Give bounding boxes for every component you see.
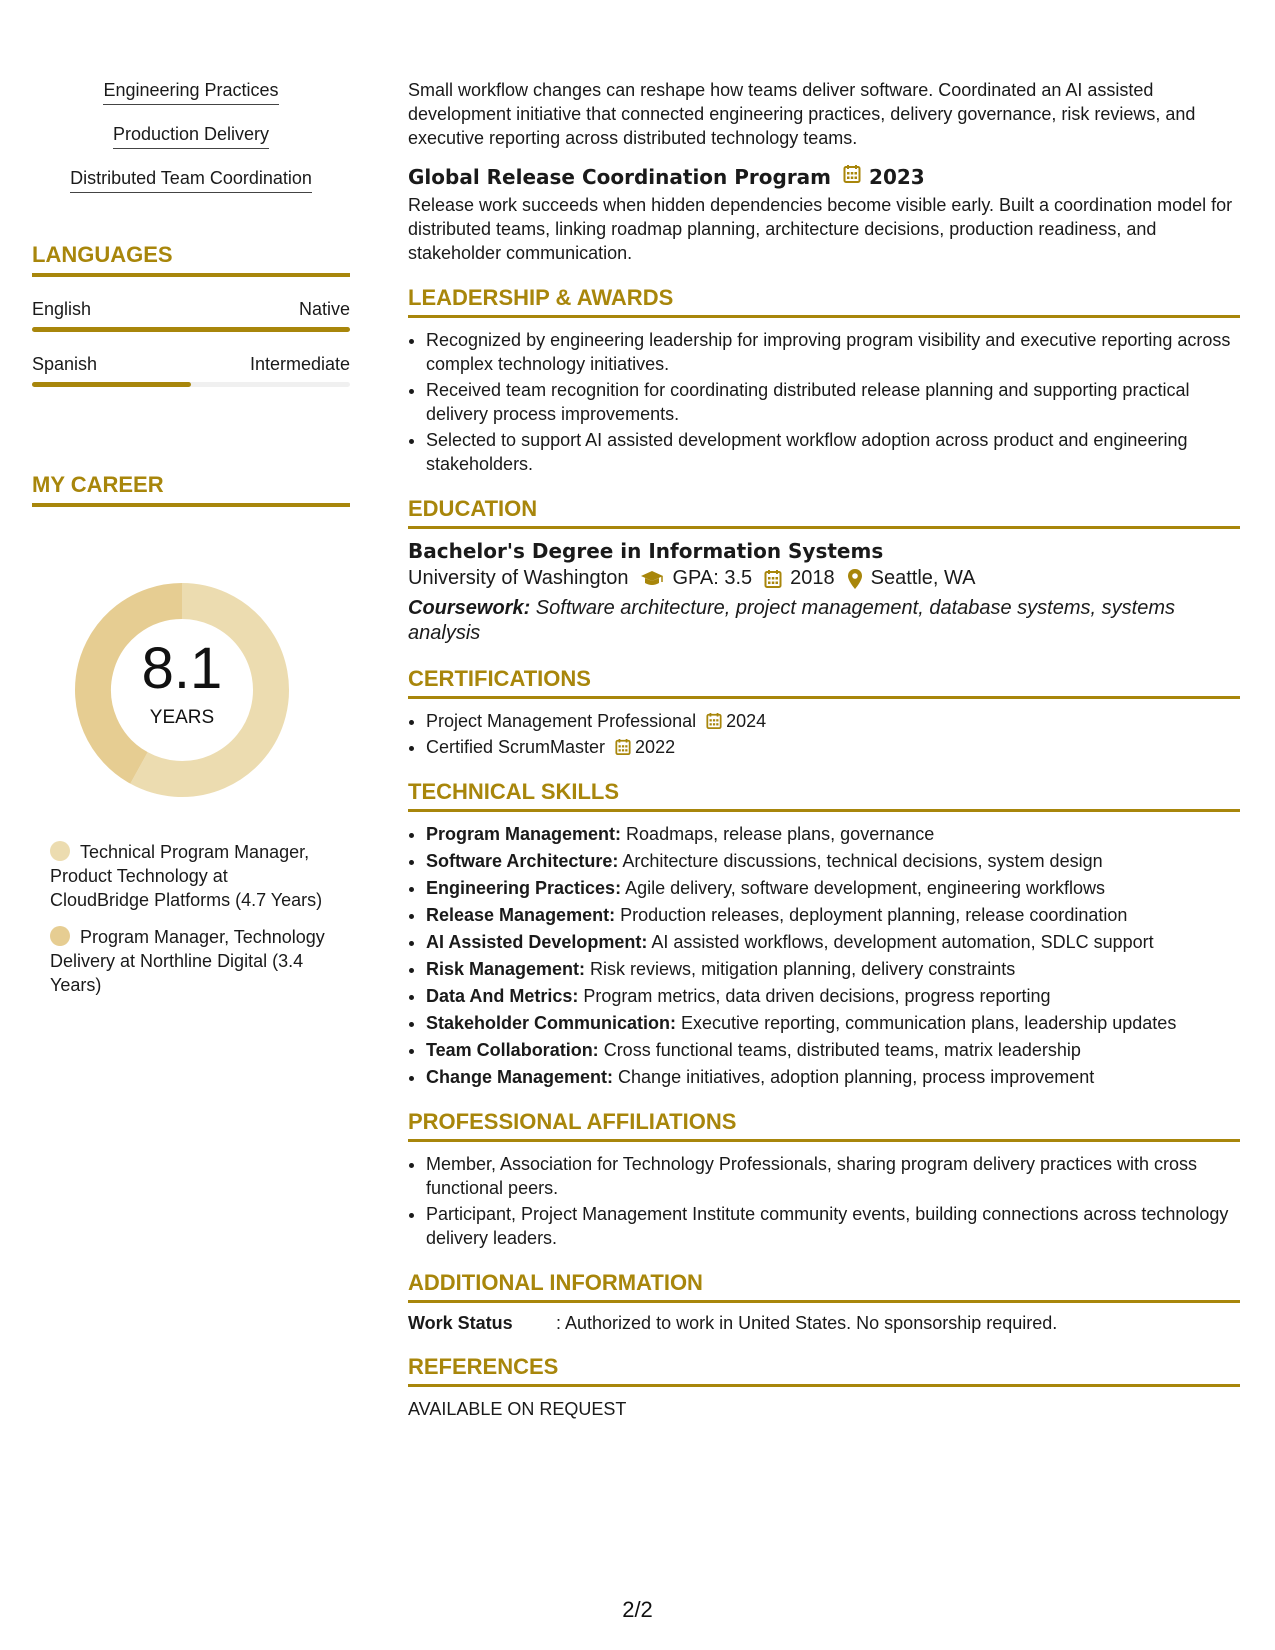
calendar-icon — [843, 164, 861, 189]
list-item: • Selected to support AI assisted development workflow adoption across product and engineering stakeholders. — [426, 428, 1240, 476]
work-status-label: Work Status — [408, 1313, 513, 1333]
skill-tags — [32, 80, 350, 212]
sidebar — [32, 80, 350, 995]
certifications-list — [408, 709, 1240, 759]
skill-label: Release Management: — [426, 905, 616, 925]
education-school: University of Washington — [408, 567, 629, 589]
leadership-title: LEADERSHIP & AWARDS — [408, 285, 1240, 318]
location-pin-icon — [847, 568, 863, 590]
skill-tag: Distributed Team Coordination — [70, 168, 312, 193]
skill-label: Engineering Practices: — [426, 878, 622, 898]
skill-label: Program Management: — [426, 824, 622, 844]
career-role: Technical Program Manager, Product Technology at CloudBridge Platforms (4.7 Years) — [50, 842, 323, 910]
skill-value: AI assisted workflows, development automation, SDLC support — [647, 932, 1154, 952]
skill-tag: Engineering Practices — [103, 80, 278, 105]
certification-name: • Project Management Professional — [426, 711, 697, 731]
list-item — [426, 1011, 1240, 1035]
list-item: • Participant, Project Management Institute community events, building connections across technology delivery leaders. — [426, 1202, 1240, 1250]
list-item — [426, 709, 1240, 733]
graduation-cap-icon — [640, 570, 664, 588]
skill-label: Change Management: — [426, 1067, 614, 1087]
page-number: 2/2 — [622, 1597, 653, 1622]
skill-label: Data And Metrics: — [426, 986, 579, 1006]
language-level: Intermediate — [249, 354, 350, 374]
list-item — [426, 957, 1240, 981]
coursework-text: Software architecture, project management, database systems, systems analysis — [408, 597, 1175, 644]
skill-label: Risk Management: — [426, 959, 586, 979]
language-name: Spanish — [32, 354, 98, 374]
career-title: MY CAREER — [32, 472, 350, 507]
main-content — [408, 78, 1240, 1421]
career-total-value: 8.1 — [141, 636, 223, 701]
skill-value: Production releases, deployment planning, release coordination — [615, 905, 1128, 925]
career-section — [32, 472, 350, 507]
list-item — [426, 1038, 1240, 1062]
list-item — [426, 1065, 1240, 1089]
list-item — [426, 930, 1240, 954]
language-name: English — [32, 299, 92, 319]
technical-skills-list — [408, 822, 1240, 1089]
skill-value: Executive reporting, communication plans, leadership updates — [676, 1013, 1177, 1033]
skill-label: Team Collaboration: — [426, 1040, 599, 1060]
language-level: Native — [298, 299, 350, 319]
education-degree: Bachelor's Degree in Information Systems — [408, 539, 884, 563]
language-proficiency-fill — [32, 382, 191, 387]
career-total-unit: YEARS — [149, 707, 215, 728]
list-item — [426, 903, 1240, 927]
work-status-value: : Authorized to work in United States. No sponsorship required. — [556, 1313, 1058, 1333]
education-details — [408, 567, 1240, 590]
technical-skills-title: TECHNICAL SKILLS — [408, 779, 1240, 812]
certification-year: 2022 — [635, 737, 676, 757]
list-item — [426, 876, 1240, 900]
leadership-list — [408, 328, 1240, 476]
list-item: • Recognized by engineering leadership for improving program visibility and executive reporting across complex technology initiatives. — [426, 328, 1240, 376]
education-coursework — [408, 596, 1240, 646]
skill-value: Architecture discussions, technical decisions, system design — [618, 851, 1103, 871]
calendar-icon — [706, 712, 722, 730]
project-year: 2023 — [869, 164, 925, 189]
legend-dot — [50, 841, 70, 861]
calendar-icon — [615, 738, 631, 756]
skill-value: Agile delivery, software development, engineering workflows — [621, 878, 1105, 898]
skill-value: Cross functional teams, distributed teams, matrix leadership — [598, 1040, 1081, 1060]
certifications-title: CERTIFICATIONS — [408, 666, 1240, 699]
language-item — [32, 299, 350, 332]
list-item — [426, 822, 1240, 846]
skill-value: Change initiatives, adoption planning, process improvement — [613, 1067, 1095, 1087]
additional-info-title: ADDITIONAL INFORMATION — [408, 1270, 1240, 1303]
skill-value: Program metrics, data driven decisions, progress reporting — [578, 986, 1051, 1006]
skill-value: Roadmaps, release plans, governance — [621, 824, 935, 844]
affiliations-list — [408, 1152, 1240, 1250]
language-proficiency-bar — [32, 327, 350, 332]
list-item: • Member, Association for Technology Professionals, sharing program delivery practices with cross functional peers. — [426, 1152, 1240, 1200]
project-title: Global Release Coordination Program — [408, 164, 832, 189]
languages-title: LANGUAGES — [32, 242, 350, 277]
skill-label: AI Assisted Development: — [426, 932, 648, 952]
career-donut-chart — [67, 575, 297, 805]
work-status-row — [408, 1313, 1240, 1334]
certification-name: • Certified ScrumMaster — [426, 737, 606, 757]
education-title: EDUCATION — [408, 496, 1240, 529]
calendar-icon — [764, 569, 782, 589]
language-item — [32, 354, 350, 387]
project-description: Release work succeeds when hidden dependencies become visible early. Built a coordination model for distributed teams, linking roadmap planning, architecture decisions, production readiness, and stakeholder communication. — [408, 195, 1233, 263]
skill-label: Stakeholder Communication: — [426, 1013, 677, 1033]
skill-tag: Production Delivery — [113, 124, 269, 149]
career-role: Program Manager, Technology Delivery at Northline Digital (3.4 Years) — [50, 927, 325, 995]
references-value: AVAILABLE ON REQUEST — [408, 1399, 627, 1419]
education-gpa: GPA: 3.5 — [672, 567, 753, 589]
languages-section — [32, 242, 350, 387]
legend-dot — [50, 926, 70, 946]
skill-value: Risk reviews, mitigation planning, delivery constraints — [585, 959, 1016, 979]
intro-paragraph: Small workflow changes can reshape how teams deliver software. Coordinated an AI assisted development initiative that connected engineering practices, delivery governance, risk reviews, and executive reporting across distributed technology teams. — [408, 80, 1196, 148]
certification-year: 2024 — [726, 711, 767, 731]
list-item — [426, 849, 1240, 873]
references-title: REFERENCES — [408, 1354, 1240, 1387]
education-year: 2018 — [790, 567, 835, 589]
career-legend-item — [50, 840, 330, 912]
career-legend-item — [50, 925, 330, 997]
coursework-label: Coursework: — [408, 597, 531, 619]
project-title-row — [408, 164, 1240, 189]
list-item — [426, 735, 1240, 759]
language-proficiency-fill — [32, 327, 350, 332]
language-proficiency-bar — [32, 382, 350, 387]
education-location: Seattle, WA — [870, 567, 976, 589]
list-item: • Received team recognition for coordinating distributed release planning and supporting practical delivery process improvements. — [426, 378, 1240, 426]
skill-label: Software Architecture: — [426, 851, 619, 871]
list-item — [426, 984, 1240, 1008]
career-legend — [50, 840, 330, 1010]
affiliations-title: PROFESSIONAL AFFILIATIONS — [408, 1109, 1240, 1142]
